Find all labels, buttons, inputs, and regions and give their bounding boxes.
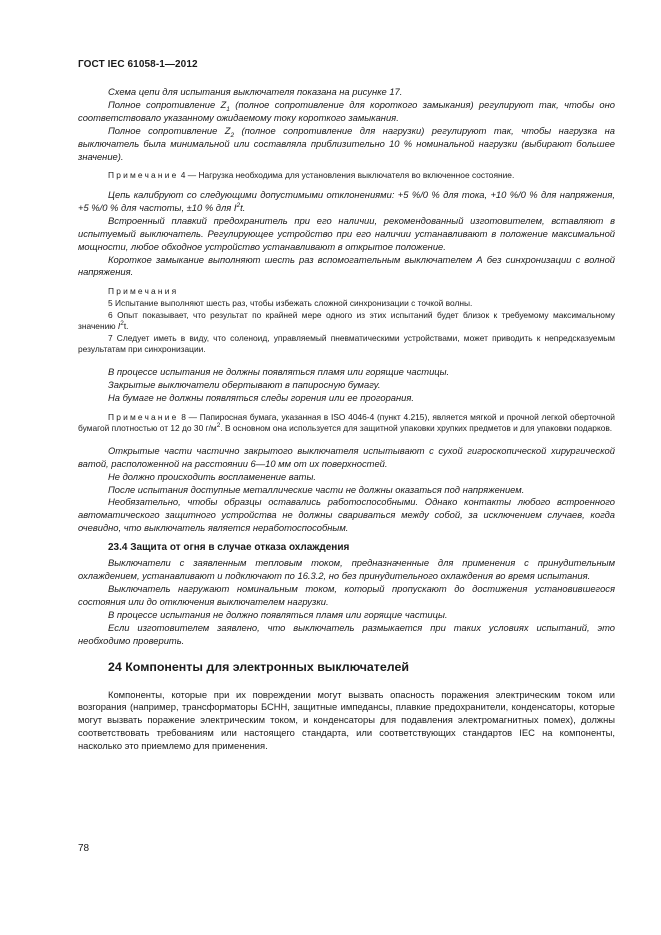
paragraph: Выключатели с заявленным тепловым током, предназначенные для применения с принудительным охлаждением, устанавливают и подключают по 16.3.2, но без принудительного охлаждения во время испытания. — [78, 557, 615, 582]
paragraph: Закрытые выключатели обертывают в папиросную бумагу. — [108, 378, 381, 390]
paragraph: Схема цепи для испытания выключателя показана на рисунке 17. — [108, 86, 403, 97]
paragraph: Открытые части частично закрытого выключателя испытывают с сухой гигроскопической хирургической ватой, расположенной на расстоянии 6—10 мм от их поверхностей. — [78, 444, 615, 469]
paragraph: Если изготовителем заявлено, что выключатель размыкается при таких условиях испытаний, это необходимо проверить. — [78, 621, 615, 646]
chapter-heading: 24 Компоненты для электронных выключателей — [108, 659, 409, 674]
note: 6 Опыт показывает, что результат по крайней мере одного из этих испытаний будет близок к требуемому максимальному значению $I^2t$. — [78, 309, 615, 332]
page-header: ГОСТ IEC 61058-1—2012 — [78, 59, 198, 70]
note: 5 Испытание выполняют шесть раз, чтобы избежать сложной синхронизации с точкой волны. — [108, 297, 473, 308]
paragraph: После испытания доступные металлические части не должны оказаться под напряжением. — [108, 483, 525, 495]
paragraph: В процессе испытания не должно появляться пламя или горящие частицы. — [108, 608, 448, 620]
paragraph: Выключатель нагружают номинальным током, который пропускают до достижения установившегося состояния или до отключения выключателем нагрузки. — [78, 583, 615, 607]
paragraph: Не должно происходить воспламенение ваты. — [108, 470, 316, 482]
paragraph: Полное сопротивление $Z_1$ (полное сопротивление для короткого замыкания) регулируют так, чтобы оно соответствовало указанному ожидаемому току короткого замыкания. — [78, 98, 615, 123]
section-heading: 23.4 Защита от огня в случае отказа охлаждения — [108, 542, 350, 554]
paragraph: Встроенный плавкий предохранитель при его наличии, рекомендованный изготовителем, вставляют в испытуемый выключатель. Регулирующее устройство при его наличии устанавливают в положение максимальной мощности, любое обходное устройство устанавливают в открытое положение. — [78, 214, 615, 252]
paragraph: Короткое замыкание выполняют шесть раз вспомогательным выключателем А без синхронизации с волной напряжения. — [78, 253, 615, 278]
paragraph: Компоненты, которые при их повреждении могут вызвать опасность поражения электрическим током или возгорания (например, трансформаторы БСНН, защитные импедансы, плавкие предохранители, конденсаторы, которые могут вызвать поражение электрическим током, и конденсаторы для подавления электромагнитных помех), должны соответствовать требованиям или настоящего стандарта, или соответствующих стандартов IEC на компоненты, насколько это приемлемо для применения. — [78, 688, 615, 752]
page-number: 78 — [78, 843, 90, 854]
paragraph: В процессе испытания не должны появляться пламя или горящие частицы. — [108, 365, 450, 377]
note: 7 Следует иметь в виду, что соленоид, управляемый пневматическими устройствами, может приводить к непредсказуемым результатам при синхронизации. — [78, 332, 615, 355]
note: Примечание 4 — Нагрузка необходима для установления выключателя во включенное состояние. — [108, 170, 515, 181]
paragraph: Цепь калибруют со следующими допустимыми отклонениями: +5 %/0 % для тока, +10 %/0 % для напряжения, +5 %/0 % для частоты, ±10 % для $I^2t$. — [78, 189, 615, 213]
paragraph: Полное сопротивление $Z_2$ (полное сопротивление для нагрузки) регулируют так, чтобы нагрузка на выключатель была минимальной или составляла приблизительно 10 % номинальной нагрузки (выбирают большее значение). — [78, 124, 615, 162]
page-content — [78, 86, 615, 753]
notes-heading: Примечания — [108, 286, 179, 297]
paragraph: На бумаге не должны появляться следы горения или ее прогорания. — [108, 391, 414, 403]
note: Примечание 8 — Папиросная бумага, указанная в ISO 4046-4 (пункт 4.215), является мягкой и прочной легкой оберточной бумагой плотностью от 12 до 30 $г/м^2$. В основном она используется для защитной упаковки хрупких предметов и для упаковки подарков. — [78, 411, 615, 434]
paragraph: Необязательно, чтобы образцы оставались работоспособными. Однако контакты любого встроенного автоматического защитного устройства не должны свариваться между собой, за исключением случаев, когда очевидно, что выключатель является неработоспособным. — [78, 496, 615, 534]
